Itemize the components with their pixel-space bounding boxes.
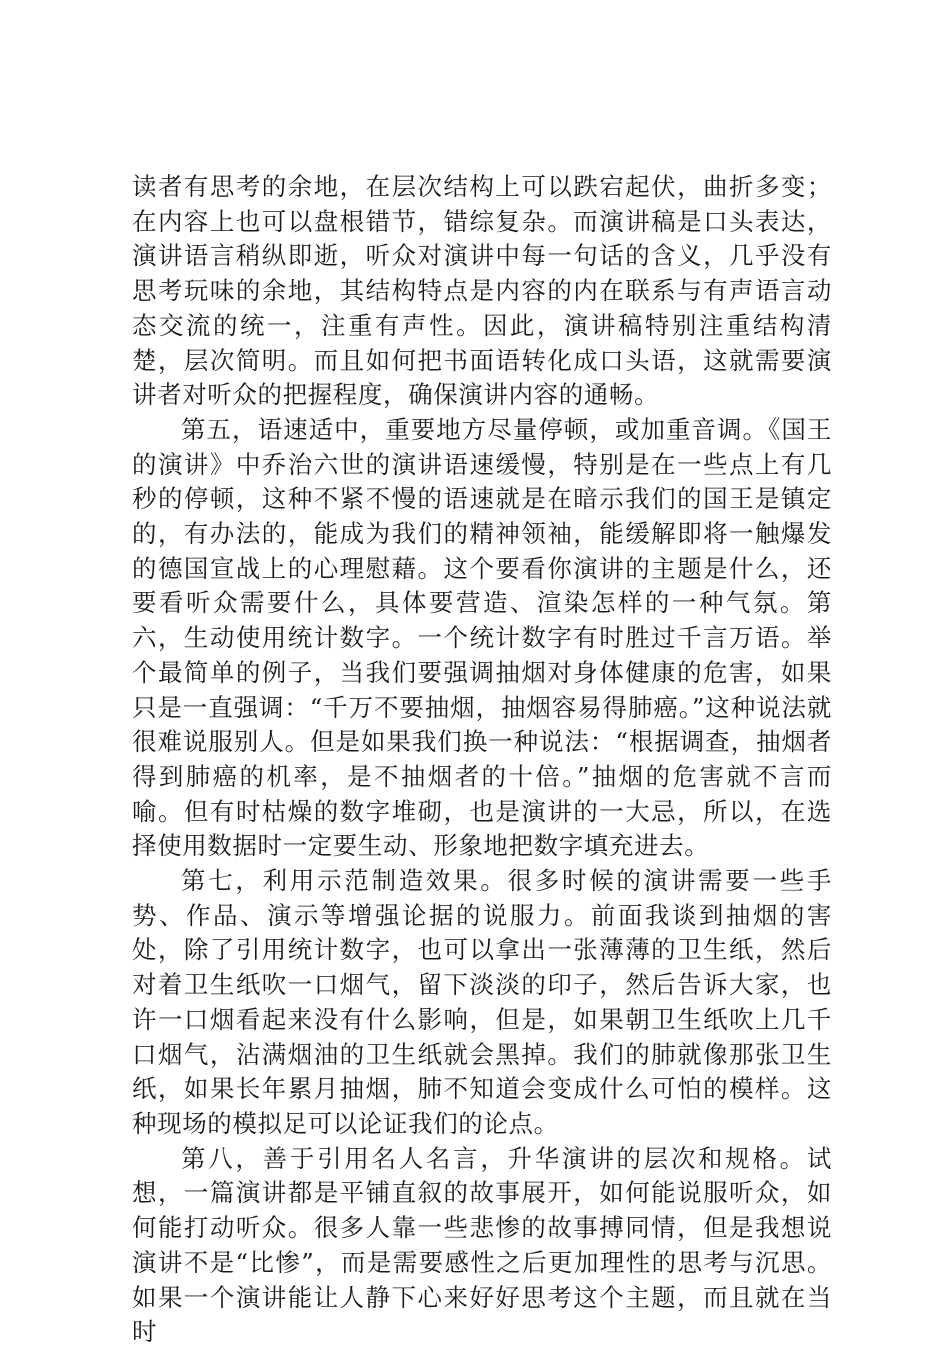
paragraph-point-five-six: 第五，语速适中，重要地方尽量停顿，或加重音调。《国王的演讲》中乔治六世的演讲语速缓慢，特别是在一些点上有几秒的停顿，这种不紧不慢的语速就是在暗示我们的国王是镇定的，有办法的，能成为我们的精神领袖，能缓解即将一触爆发的德国宣战上的心理慰藉。这个要看你演讲的主题是什么，还要看听众需要什么，具体要营造、渲染怎样的一种气氛。第六，生动使用统计数字。一个统计数字有时胜过千言万语。举个最简单的例子，当我们要强调抽烟对身体健康的危害，如果只是一直强调：“千万不要抽烟，抽烟容易得肺癌。”这种说法就很难说服别人。但是如果我们换一种说法：“根据调查，抽烟者得到肺癌的机率，是不抽烟者的十倍。”抽烟的危害就不言而喻。但有时枯燥的数字堆砌，也是演讲的一大忌，所以，在选择使用数据时一定要生动、形象地把数字填充进去。 [132,414,832,861]
document-body [132,170,832,1350]
paragraph-point-eight: 第八，善于引用名人名言，升华演讲的层次和规格。试想，一篇演讲都是平铺直叙的故事展开，如何能说服听众，如何能打动听众。很多人靠一些悲惨的故事搏同情，但是我想说演讲不是“比惨”，而是需要感性之后更加理性的思考与沉思。如果一个演讲能让人静下心来好好思考这个主题，而且就在当时 [132,1143,832,1347]
paragraph-continuation: 读者有思考的余地，在层次结构上可以跌宕起伏，曲折多变；在内容上也可以盘根错节，错综复杂。而演讲稿是口头表达，演讲语言稍纵即逝，听众对演讲中每一句话的含义，几乎没有思考玩味的余地，其结构特点是内容的内在联系与有声语言动态交流的统一，注重有声性。因此，演讲稿特别注重结构清楚，层次简明。而且如何把书面语转化成口头语，这就需要演讲者对听众的把握程度，确保演讲内容的通畅。 [132,172,832,410]
paragraph-point-seven: 第七，利用示范制造效果。很多时候的演讲需要一些手势、作品、演示等增强论据的说服力。前面我谈到抽烟的害处，除了引用统计数字，也可以拿出一张薄薄的卫生纸，然后对着卫生纸吹一口烟气，留下淡淡的印子，然后告诉大家，也许一口烟看起来没有什么影响，但是，如果朝卫生纸吹上几千口烟气，沾满烟油的卫生纸就会黑掉。我们的肺就像那张卫生纸，如果长年累月抽烟，肺不知道会变成什么可怕的模样。这种现场的模拟足可以论证我们的论点。 [132,866,832,1138]
